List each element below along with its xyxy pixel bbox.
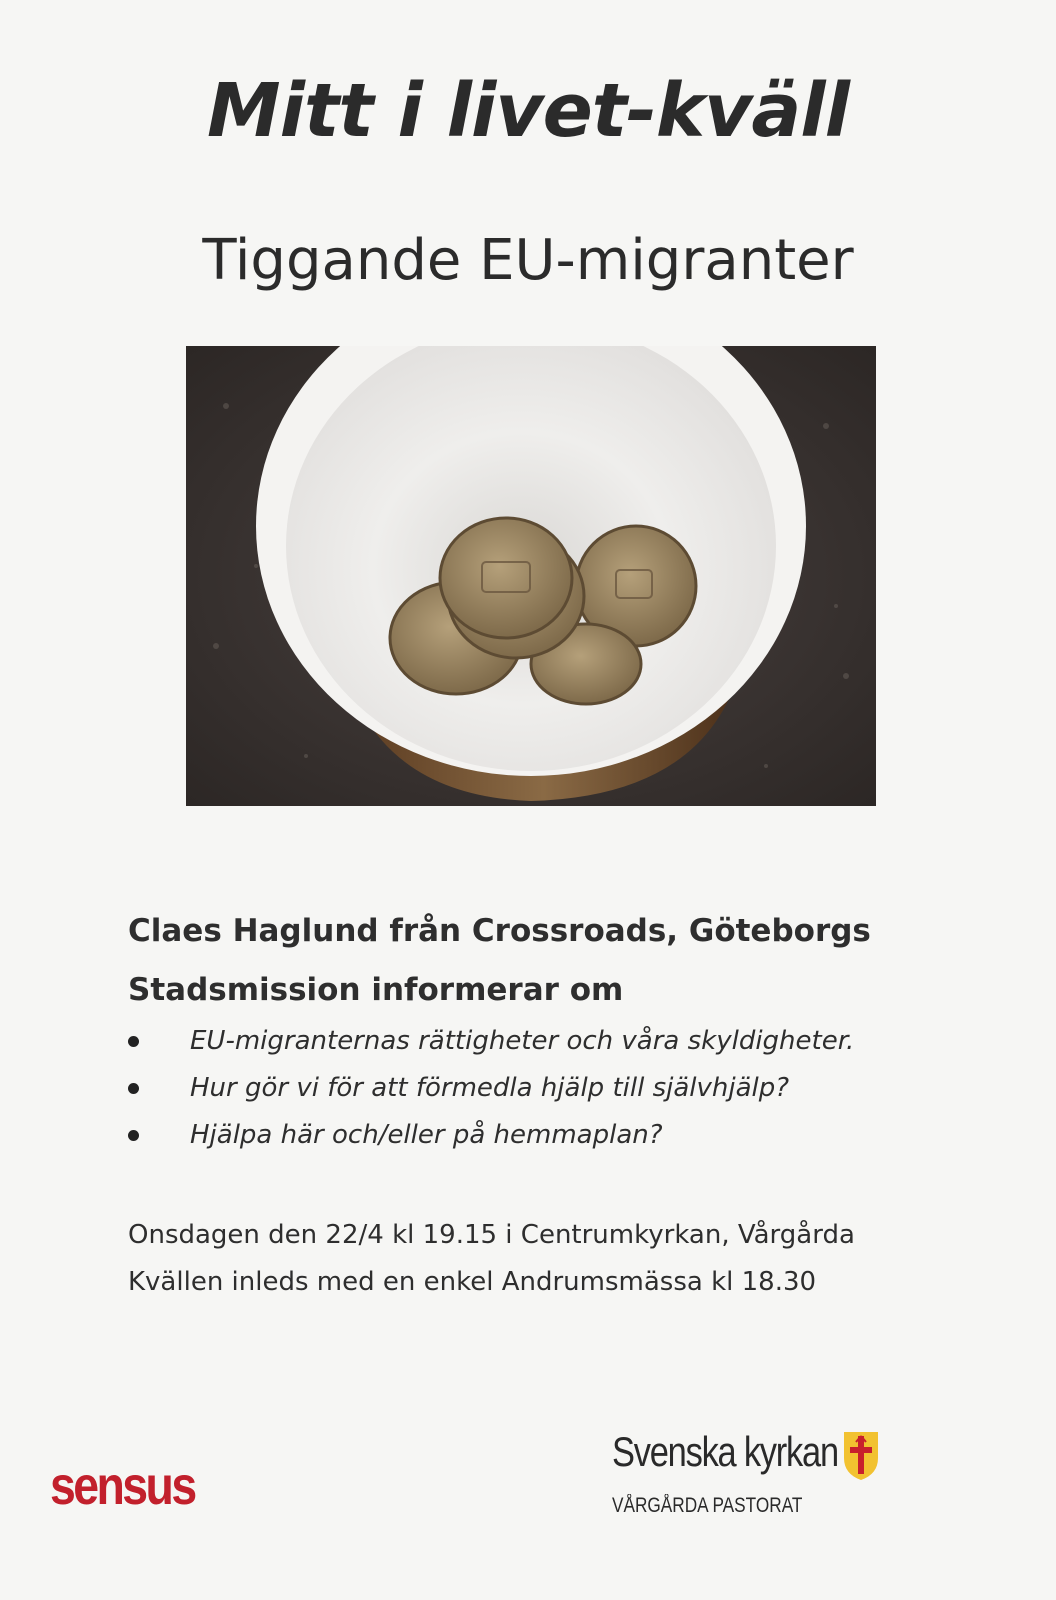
event-opening: Kvällen inleds med en enkel Andrumsmässa kl 18.30 [128, 1267, 817, 1297]
list-item-text: Hur gör vi för att förmedla hjälp till självhjälp? [190, 1073, 790, 1103]
poster-title: Mitt i livet-kväll [206, 68, 849, 154]
list-item-text: EU-migranternas rättigheter och våra skyldigheter. [190, 1026, 855, 1056]
intro-text [128, 902, 948, 1020]
church-shield-icon [842, 1430, 880, 1482]
list-item [128, 1065, 968, 1112]
event-details [128, 1212, 968, 1306]
paper-cup-with-coins-image [186, 346, 876, 806]
svenska-kyrkan-subline: VÅRGÅRDA PASTORAT [612, 1494, 803, 1517]
bullet-icon [128, 1083, 139, 1094]
svenska-kyrkan-logo: Svenska kyrkan [612, 1428, 838, 1475]
topic-list [128, 1018, 968, 1159]
bullet-icon [128, 1036, 139, 1047]
intro-line-1: Claes Haglund från Crossroads, Göteborgs [128, 913, 871, 949]
list-item [128, 1112, 968, 1159]
event-date-location: Onsdagen den 22/4 kl 19.15 i Centrumkyrkan, Vårgårda [128, 1220, 855, 1250]
intro-line-2: Stadsmission informerar om [128, 972, 624, 1008]
list-item [128, 1018, 968, 1065]
sensus-logo: sensus [50, 1456, 195, 1516]
poster-subtitle: Tiggande EU-migranter [202, 228, 854, 293]
bullet-icon [128, 1130, 139, 1141]
list-item-text: Hjälpa här och/eller på hemmaplan? [190, 1120, 663, 1150]
